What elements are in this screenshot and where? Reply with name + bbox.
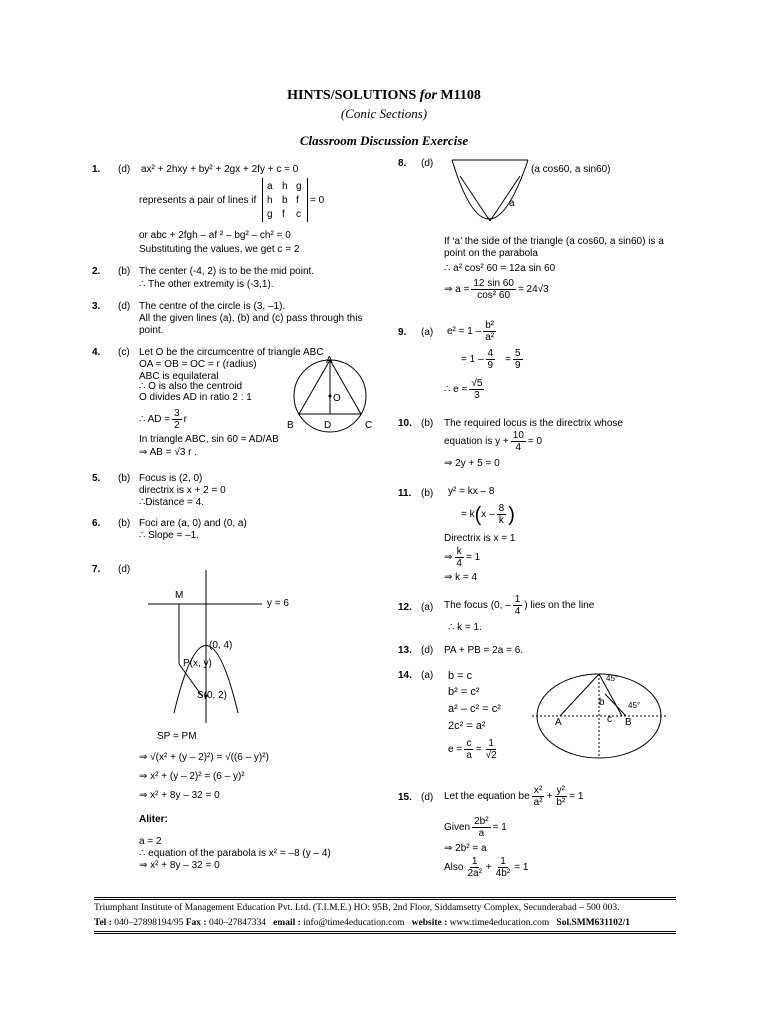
q15-line3: ⇒ 2b² = a: [444, 843, 487, 854]
q12-fraction: [513, 594, 523, 617]
q1-equation: ax² + 2hxy + by² + 2gx + 2fy + c = 0: [141, 164, 299, 175]
q15-frac2-den: b²: [556, 797, 566, 808]
q7-answer: (d): [118, 564, 131, 575]
q12-line1: [444, 594, 594, 617]
footer-tel-label: Tel :: [94, 918, 112, 928]
q7-label-p: P(x, y): [183, 658, 212, 669]
q9-frac2-num: 4: [487, 348, 494, 359]
title-for: for: [419, 88, 437, 103]
q10-fraction: [511, 430, 526, 453]
q14-label-b: B: [625, 717, 632, 728]
footer-tel: 040–27898194/95: [114, 918, 184, 928]
q11-line2: [461, 503, 515, 526]
q12-focus: The focus (0, –: [444, 600, 511, 611]
q15-frac3-den: a: [478, 828, 485, 839]
q14-frac2: [484, 738, 499, 761]
q4-r: r: [183, 414, 188, 425]
q9-line1: [447, 320, 498, 343]
footer-rule-top: [94, 897, 676, 900]
q14-frac2-num: 1: [488, 738, 494, 749]
section-heading: Classroom Discussion Exercise: [299, 133, 469, 148]
q14-frac2-den: √2: [485, 750, 497, 761]
q4-label-d: D: [324, 420, 332, 431]
q11-line3: Directrix is x = 1: [444, 533, 516, 544]
footer-email[interactable]: info@time4education.com: [303, 918, 405, 928]
q8-side-label: a: [509, 198, 515, 209]
q5-line2: directrix is x + 2 = 0: [139, 485, 226, 496]
q9-frac1-num: b²: [485, 320, 495, 331]
footer-rule-bottom: [94, 931, 676, 934]
footer-fax: 040–27847334: [208, 918, 266, 928]
q9-answer: (a): [421, 327, 434, 338]
q8-result: = 24√3: [517, 284, 549, 295]
q11-fraction: [497, 503, 507, 526]
q6-line1: Foci are (a, 0) and (0, a): [139, 518, 247, 529]
q8-point-label: (a cos60, a sin60): [531, 164, 611, 175]
q14-line2: b² = c²: [448, 686, 480, 698]
q4-line2: OA = OB = OC = r (radius): [139, 359, 257, 370]
q5-line3: ∴Distance = 4.: [139, 497, 205, 508]
q15-line4: [444, 856, 528, 879]
q8-number: 8.: [398, 158, 407, 169]
q14-line5: [448, 738, 501, 761]
q9-e-label: ∴ e =: [444, 384, 468, 395]
q7-label-s: S(0, 2): [197, 690, 228, 701]
q9-frac4-den: 3: [474, 390, 480, 401]
q7-line7: ⇒ x² + 8y – 32 = 0: [139, 860, 220, 871]
q4-fraction: [172, 408, 182, 431]
q15-frac5-den: 4b²: [495, 868, 511, 879]
q3-line1: The centre of the circle is (3, –1).: [139, 301, 286, 312]
q15-also: Also: [444, 862, 464, 873]
q9-e2: e² = 1 –: [447, 326, 482, 337]
q14-equals: =: [475, 744, 482, 755]
footer-website[interactable]: www.time4education.com: [449, 918, 550, 928]
q10-answer: (b): [421, 418, 434, 429]
q14-line4: 2c² = a²: [448, 720, 486, 732]
q8-line1: If ‘a’ the side of the triangle (a cos60, a sin60) is a: [444, 236, 664, 247]
q9-frac4-num: √5: [471, 378, 483, 389]
q7-label-m: M: [175, 590, 184, 601]
q4-line1: Let O be the circumcentre of triangle ABC: [139, 347, 324, 358]
q11-number: 11.: [398, 488, 412, 499]
q1-number: 1.: [92, 164, 101, 175]
q4-ad-label: ∴ AD =: [139, 414, 171, 425]
q7-line5: a = 2: [139, 836, 162, 847]
q15-frac1-den: a²: [533, 797, 543, 808]
q12-answer: (a): [421, 602, 434, 613]
q14-label-a: A: [555, 717, 562, 728]
q4-label-c: C: [365, 420, 373, 431]
q4-line7: In triangle ABC, sin 60 = AD/AB: [139, 434, 279, 445]
det-g: g: [296, 181, 302, 192]
q11-line5: ⇒ k = 4: [444, 572, 478, 583]
q6-line2: ∴ Slope = –1.: [139, 530, 200, 541]
q9-frac1: [483, 320, 496, 343]
q11-eq-one: = 1: [465, 552, 481, 563]
q4-answer: (c): [118, 347, 130, 358]
q15-frac4: [465, 856, 483, 879]
q10-line3: ⇒ 2y + 5 = 0: [444, 458, 500, 469]
q14-e-label: e =: [448, 744, 463, 755]
q10-line2: [444, 430, 542, 453]
q14-label-c-small: c: [607, 714, 612, 725]
q14-angle-label-a: 45°: [606, 674, 619, 683]
q9-frac3-den: 9: [514, 360, 521, 371]
q13-number: 13.: [398, 645, 412, 656]
q4-line5: O divides AD in ratio 2 : 1: [139, 392, 252, 403]
q7-line1: SP = PM: [157, 731, 197, 742]
q4-frac-den: 2: [174, 420, 180, 431]
q11-eq-k: = k: [461, 509, 475, 520]
title-code: M1108: [436, 88, 481, 103]
q15-frac2: [554, 785, 567, 808]
q6-number: 6.: [92, 518, 101, 529]
q14-label-b-small: b: [599, 697, 605, 708]
q11-lparen: (: [474, 503, 482, 526]
q9-frac4: [469, 378, 484, 401]
page-title: [0, 88, 768, 104]
q9-frac3: [513, 348, 523, 371]
q2-line2: ∴ The other extremity is (-3,1).: [139, 279, 274, 290]
q4-line3: ABC is equilateral: [139, 371, 219, 382]
q15-frac3: [472, 816, 490, 839]
q11-frac2-num: k: [456, 546, 462, 557]
footer-code: Sol.SMM631102/1: [556, 918, 631, 928]
q15-eq-one-3: = 1: [514, 862, 529, 873]
det-g2: g: [267, 209, 273, 220]
q3-answer: (d): [118, 301, 131, 312]
q5-line1: Focus is (2, 0): [139, 473, 203, 484]
q15-frac5: [494, 856, 512, 879]
q10-eq-zero: = 0: [527, 436, 543, 447]
q12-frac-num: 1: [514, 594, 521, 605]
q4-label-a: A: [326, 355, 333, 366]
q15-frac4-num: 1: [471, 856, 478, 867]
q11-frac2-den: 4: [456, 558, 462, 569]
q9-frac1-den: a²: [485, 332, 495, 343]
title-prefix: HINTS/SOLUTIONS: [287, 88, 420, 103]
q15-eq-one: = 1: [569, 791, 584, 802]
q8-line4: [444, 278, 549, 301]
q4-label-b: B: [287, 420, 294, 431]
q7-number: 7.: [92, 564, 101, 575]
q15-frac3-num: 2b²: [474, 816, 489, 827]
q15-plus-2: +: [485, 862, 492, 873]
footer-address: Triumphant Institute of Management Education Pvt. Ltd. (T.I.M.E.) HO: 95B, 2nd Floor, Siddamsetty Complex, Secunderabad – 500 003.: [94, 903, 620, 913]
det-c: c: [296, 209, 301, 220]
q2-number: 2.: [92, 266, 101, 277]
footer-fax-label: Fax :: [185, 918, 207, 928]
q2-line1: The center (-4, 2) is to be the mid point.: [139, 266, 315, 277]
q8-frac-num: 12 sin 60: [473, 278, 514, 289]
q9-equals: =: [505, 354, 511, 365]
q11-implies: ⇒: [444, 552, 453, 563]
det-f: f: [296, 195, 299, 206]
q14-number: 14.: [398, 670, 412, 681]
footer-contact: [94, 918, 630, 928]
q14-frac1: [464, 738, 474, 761]
q14-line1: b = c: [448, 670, 473, 682]
q9-frac2: [486, 348, 496, 371]
q8-line2: point on the parabola: [444, 248, 538, 259]
footer-email-label: email :: [273, 918, 301, 928]
q2-answer: (b): [118, 266, 131, 277]
q10-number: 10.: [398, 418, 412, 429]
q14-angle-label-b: 45°: [628, 701, 641, 710]
q15-frac2-num: y²: [556, 785, 566, 796]
q8-fraction: [471, 278, 516, 301]
q3-number: 3.: [92, 301, 101, 312]
q7-line3: ⇒ x² + (y – 2)² = (6 – y)²: [139, 771, 245, 782]
q3-line2: All the given lines (a), (b) and (c) pass through this: [139, 313, 363, 324]
q10-frac-den: 4: [515, 442, 522, 453]
q15-given: Given: [444, 822, 471, 833]
q11-frac-num: 8: [498, 503, 505, 514]
q15-answer: (d): [421, 792, 434, 803]
q5-number: 5.: [92, 473, 101, 484]
q1-line2: represents a pair of lines if: [139, 195, 257, 206]
q11-rparen: ): [508, 503, 515, 526]
q4-frac-num: 3: [174, 408, 180, 419]
q14-answer: (a): [421, 670, 434, 681]
q12-line2: ∴ k = 1.: [448, 622, 482, 633]
q15-plus: +: [546, 791, 553, 802]
q15-line2: [444, 816, 507, 839]
q10-eq-label: equation is y +: [444, 436, 509, 447]
q8-line3: ∴ a² cos² 60 = 12a sin 60: [444, 263, 556, 274]
q7-line4: ⇒ x² + 8y – 32 = 0: [139, 790, 220, 801]
q14-ellipse-figure: [532, 670, 667, 765]
q9-frac3-num: 5: [514, 348, 521, 359]
q6-answer: (b): [118, 518, 131, 529]
q4-line8: ⇒ AB = √3 r .: [139, 447, 198, 458]
q12-number: 12.: [398, 602, 412, 613]
q10-line1: The required locus is the directrix whose: [444, 418, 623, 429]
q4-number: 4.: [92, 347, 101, 358]
q11-answer: (b): [421, 488, 434, 499]
q1-line3: or abc + 2fgh – af ² – bg² – ch² = 0: [139, 230, 291, 241]
q9-frac2-den: 9: [487, 360, 494, 371]
q8-a-label: ⇒ a =: [444, 284, 470, 295]
det-f2: f: [282, 209, 285, 220]
q5-answer: (b): [118, 473, 131, 484]
q4-label-o: O: [333, 393, 341, 404]
q14-frac1-den: a: [466, 750, 472, 761]
q14-frac1-num: c: [466, 738, 472, 749]
q13-answer: (d): [421, 645, 434, 656]
q3-line3: point.: [139, 325, 164, 336]
det-h: h: [282, 181, 288, 192]
q10-frac-num: 10: [512, 430, 524, 441]
det-b: b: [282, 195, 288, 206]
q12-rest: ) lies on the line: [524, 600, 595, 611]
q11-line4: [444, 546, 480, 569]
q15-frac5-num: 1: [500, 856, 506, 867]
q12-frac-den: 4: [514, 606, 521, 617]
q7-label-vertex: (0, 4): [209, 640, 233, 651]
q8-parabola-figure: [448, 158, 538, 230]
q15-number: 15.: [398, 792, 412, 803]
q15-frac1: [532, 785, 545, 808]
page-subtitle: (Conic Sections): [340, 106, 428, 121]
q11-fraction2: [454, 546, 464, 569]
q7-aliter: Aliter:: [139, 814, 168, 825]
q4-line4: ∴ O is also the centroid: [139, 381, 243, 392]
q11-x-minus: x –: [481, 509, 495, 520]
q1-answer: (d): [118, 164, 131, 175]
det-h2: h: [267, 195, 273, 206]
q1-det-eq: = 0: [310, 195, 325, 206]
q4-line6: [139, 408, 187, 431]
q8-frac-den: cos² 60: [477, 290, 511, 301]
det-a: a: [267, 181, 273, 192]
q7-label-line: y = 6: [267, 598, 289, 609]
q9-one-minus: = 1 –: [461, 354, 484, 365]
footer-web-label: website :: [411, 918, 448, 928]
q1-determinant: [262, 178, 308, 222]
q15-frac4-den: 2a²: [467, 868, 482, 879]
q15-line1: [444, 785, 583, 808]
q9-number: 9.: [398, 327, 407, 338]
q11-frac-den: k: [498, 515, 504, 526]
q13-line1: PA + PB = 2a = 6.: [444, 645, 524, 656]
q14-line3: a² – c² = c²: [448, 703, 501, 715]
q9-line2: [461, 348, 525, 371]
q8-answer: (d): [421, 158, 434, 169]
q7-line2: ⇒ √(x² + (y – 2)²) = √((6 – y)²): [139, 752, 269, 763]
q1-line4: Substituting the values, we get c = 2: [139, 244, 300, 255]
q11-line1: y² = kx – 8: [448, 486, 495, 497]
q15-frac1-num: x²: [533, 785, 543, 796]
q9-line3: [444, 378, 486, 401]
q15-intro: Let the equation be: [444, 791, 530, 802]
q15-eq-one-2: = 1: [492, 822, 507, 833]
q7-line6: ∴ equation of the parabola is x² = –8 (y – 4): [139, 848, 331, 859]
